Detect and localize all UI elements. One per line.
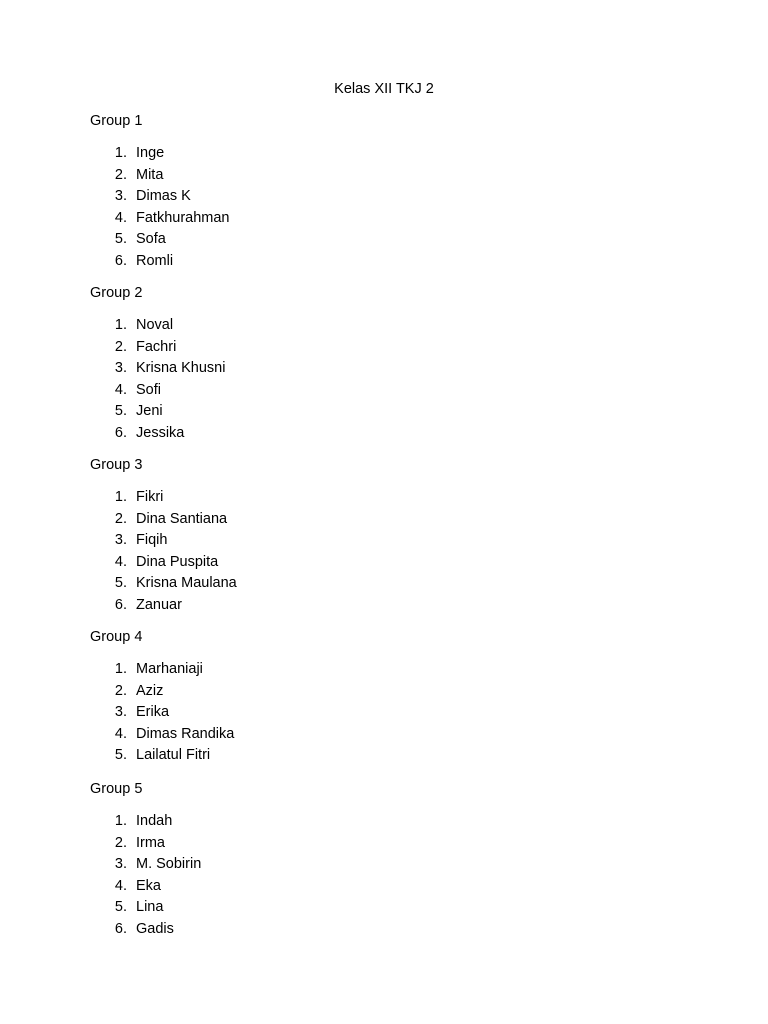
member-name: Irma [136, 834, 165, 851]
list-number: 5. [114, 231, 127, 247]
member-name: Sofa [136, 231, 166, 247]
member-name: Jeni [136, 403, 163, 419]
group-2 [90, 283, 225, 444]
list-number: 6. [114, 252, 127, 269]
member-list [90, 315, 225, 444]
member-name: Fiqih [136, 532, 168, 548]
list-item [90, 143, 230, 165]
member-name: Dimas K [136, 188, 191, 204]
list-item [90, 833, 201, 855]
list-number: 3. [114, 704, 127, 720]
group-heading: Group 4 [90, 629, 143, 645]
list-item [90, 487, 237, 509]
list-number: 1. [114, 317, 127, 333]
list-number: 4. [114, 877, 127, 894]
list-number: 1. [114, 145, 127, 161]
list-number: 3. [114, 532, 127, 548]
member-name: Krisna Maulana [136, 575, 237, 591]
member-name: Dimas Randika [136, 725, 235, 742]
list-number: 2. [114, 682, 127, 699]
member-name: Fatkhurahman [136, 209, 230, 226]
group-5 [90, 779, 201, 940]
member-name: Indah [136, 813, 173, 829]
member-name: Zanuar [136, 596, 182, 613]
member-name: Mita [136, 166, 164, 183]
list-item [90, 530, 237, 552]
member-name: Dina Puspita [136, 553, 219, 570]
group-heading: Group 2 [90, 285, 143, 301]
list-item [90, 509, 237, 531]
group-heading: Group 3 [90, 457, 143, 473]
list-number: 4. [114, 553, 127, 570]
member-name: Dina Santiana [136, 510, 228, 527]
member-name: Noval [136, 317, 174, 333]
list-item [90, 854, 201, 876]
member-list [90, 487, 237, 616]
list-number: 1. [114, 813, 127, 829]
list-item [90, 681, 234, 703]
group-heading: Group 5 [90, 781, 143, 797]
list-item [90, 811, 201, 833]
member-name: Erika [136, 704, 170, 720]
member-list [90, 659, 234, 767]
list-number: 6. [114, 596, 127, 613]
list-item [90, 358, 225, 380]
member-name: Fachri [136, 338, 177, 355]
member-name: Gadis [136, 920, 174, 937]
list-number: 3. [114, 188, 127, 204]
list-item [90, 315, 225, 337]
list-item [90, 229, 230, 251]
group-3 [90, 455, 237, 616]
member-name: Sofi [136, 381, 161, 398]
list-item [90, 251, 230, 273]
member-name: Krisna Khusni [136, 360, 226, 376]
list-number: 2. [114, 338, 127, 355]
list-number: 3. [114, 856, 127, 872]
list-number: 4. [114, 725, 127, 742]
member-list [90, 143, 230, 272]
list-number: 5. [114, 747, 127, 763]
member-name: Romli [136, 252, 174, 269]
list-number: 5. [114, 403, 127, 419]
list-item [90, 724, 234, 746]
list-item [90, 208, 230, 230]
list-item [90, 552, 237, 574]
list-item [90, 423, 225, 445]
document-title: Kelas XII TKJ 2 [334, 81, 434, 97]
list-item [90, 876, 201, 898]
list-item [90, 919, 201, 941]
list-number: 4. [114, 381, 127, 398]
list-item [90, 165, 230, 187]
group-1 [90, 111, 230, 272]
group-4 [90, 627, 234, 767]
list-number: 4. [114, 209, 127, 226]
list-item [90, 659, 234, 681]
list-item [90, 380, 225, 402]
member-name: Marhaniaji [136, 661, 203, 677]
member-name: Eka [136, 877, 161, 894]
member-name: Fikri [136, 489, 164, 505]
member-name: M. Sobirin [136, 856, 202, 872]
list-item [90, 186, 230, 208]
list-item [90, 401, 225, 423]
list-item [90, 897, 201, 919]
list-number: 6. [114, 424, 127, 441]
group-heading: Group 1 [90, 113, 143, 129]
member-list [90, 811, 201, 940]
list-number: 2. [114, 510, 127, 527]
member-name: Aziz [136, 682, 164, 699]
member-name: Lailatul Fitri [136, 747, 211, 763]
list-item [90, 745, 234, 767]
member-name: Jessika [136, 424, 185, 441]
list-item [90, 702, 234, 724]
list-number: 1. [114, 489, 127, 505]
member-name: Lina [136, 899, 164, 915]
list-item [90, 573, 237, 595]
list-number: 5. [114, 575, 127, 591]
list-item [90, 595, 237, 617]
list-number: 6. [114, 920, 127, 937]
list-number: 5. [114, 899, 127, 915]
list-number: 3. [114, 360, 127, 376]
list-number: 1. [114, 661, 127, 677]
list-number: 2. [114, 166, 127, 183]
list-item [90, 337, 225, 359]
list-number: 2. [114, 834, 127, 851]
member-name: Inge [136, 145, 165, 161]
